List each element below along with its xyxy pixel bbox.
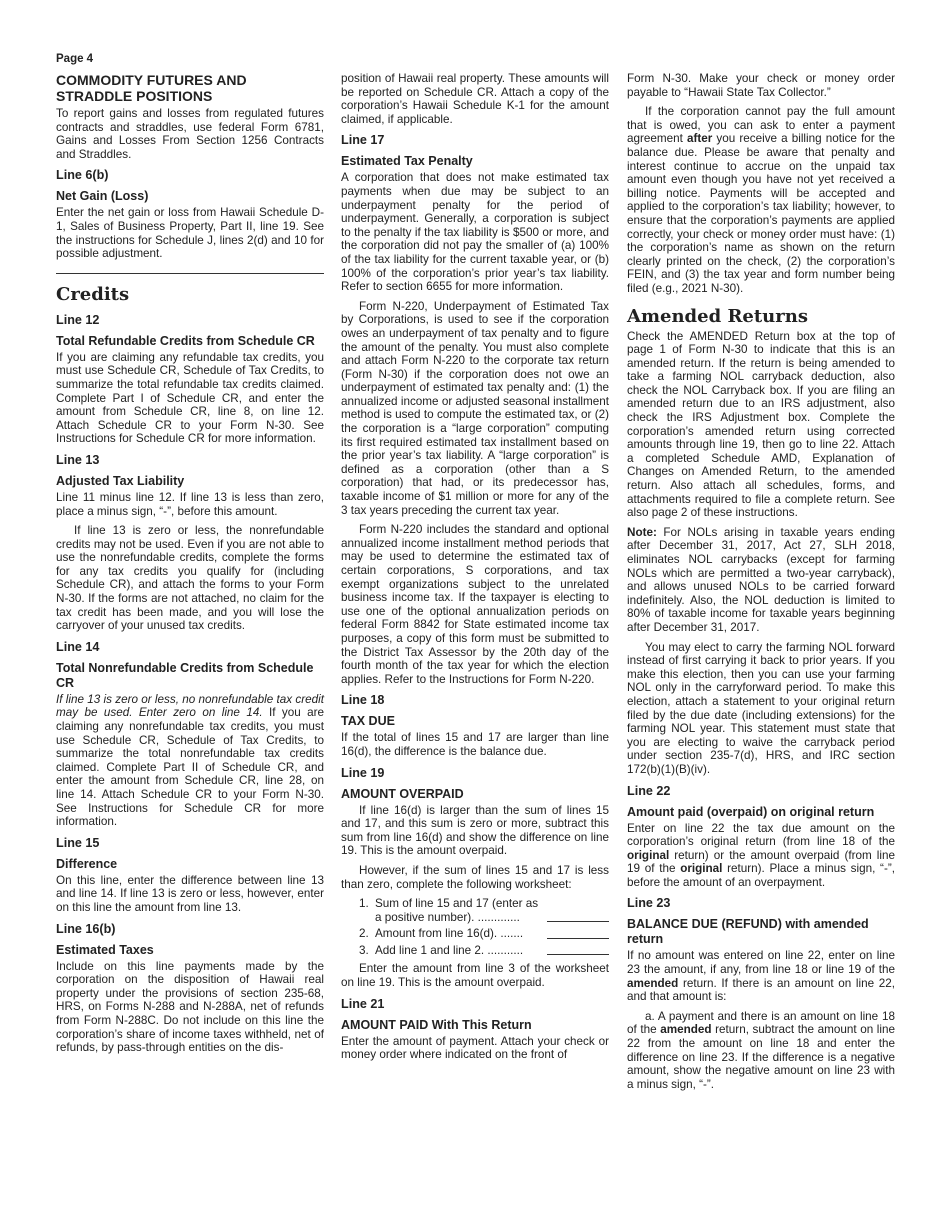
worksheet-row	[359, 927, 609, 941]
line14-subheading: Total Nonrefundable Credits from Schedule CR	[56, 660, 314, 690]
worksheet-entry-line	[547, 938, 609, 939]
line23-text-a: If no amount was entered on line 22, enter on line 23 the amount, if any, from line 18 or line 19 of the	[627, 949, 895, 977]
line22-bold-2: original	[680, 862, 723, 876]
line22-heading: Line 22	[627, 783, 671, 798]
line23a-text-a: a. A payment and there is an amount on line 18 of the	[627, 1009, 895, 1037]
line15-subheading: Difference	[56, 856, 118, 871]
worksheet	[359, 897, 609, 957]
line16b-heading: Line 16(b)	[56, 921, 116, 936]
line18-heading: Line 18	[341, 693, 385, 708]
line15-heading: Line 15	[56, 835, 100, 850]
line21-text: Enter the amount of payment. Attach your check or money order where indicated on the front of	[341, 1034, 609, 1062]
line19-heading: Line 19	[341, 765, 385, 780]
worksheet-row-text: Amount from line 16(d). .......	[375, 927, 524, 941]
line13-subheading: Adjusted Tax Liability	[56, 473, 185, 488]
section-divider	[56, 273, 324, 274]
line17-text-1: A corporation that does not make estimated tax payments when due may be subject to an underpayment penalty for the period of underpayment. Generally, a corporation is subject to the penalty if the tax liability is $500 or more, and the corporation did not pay the smaller of (a) 100% of the tax liability for the current taxable year, or (b) 100% of the corporation’s prior year’s tax liability. Refer to section 6655 for more information.	[341, 171, 609, 294]
line6b-text: Enter the net gain or loss from Hawaii Schedule D-1, Sales of Business Property, Part II, line 19. See the instructions for Schedule J, lines 2(d) and 10 for possible adjustment.	[56, 206, 324, 261]
line14-italic: If line 13 is zero or less, no nonrefundable tax credit may be used. Enter zero on line 14.	[56, 692, 324, 720]
line6b-subheading: Net Gain (Loss)	[56, 189, 149, 204]
line19-subheading: AMOUNT OVERPAID	[341, 786, 464, 801]
line23-subheading: BALANCE DUE (REFUND) with amended return	[627, 917, 869, 947]
nol-note	[627, 526, 895, 635]
line23-text	[627, 949, 895, 1003]
line16b-text: Include on this line payments made by the corporation on the disposition of Hawaii real property under the provisions of section 235-68, HRS, on Forms N-288 and N-288A, net of refunds from Form N-288C. Do not include on this line the corporation’s share of income taxes withheld, net of refunds, by pass-through entities on the dis-	[56, 959, 324, 1055]
worksheet-row	[359, 897, 609, 924]
column-1	[56, 72, 324, 1061]
commodity-heading: COMMODITY FUTURES AND STRADDLE POSITIONS	[56, 72, 247, 104]
line18-subheading: TAX DUE	[341, 714, 395, 729]
worksheet-row-text: Sum of line 15 and 17 (enter as a positive number). .............	[375, 897, 539, 924]
line23-bold: amended	[627, 976, 679, 990]
amended-text: Check the AMENDED Return box at the top of page 1 of Form N-30 to indicate that this is an amended return. If the return is being amended to take a farming NOL carryback deduction, also check the NOL Carryback box. If you are filing an amended return due to an IRS adjustment, also check the IRS Adjustment box. Complete the corporation’s amended return using corrected amounts through line 19, then go to line 22. Attach a completed Schedule AMD, Explanation of Changes on Amended Return, to the amended return. Also attach all schedules, forms, and attachments required to file a complete return. See also page 2 of these instructions.	[627, 329, 895, 520]
worksheet-entry-line	[547, 921, 609, 922]
line17-text-2: Form N-220, Underpayment of Estimated Tax by Corporations, is used to see if the corporation owes an underpayment of tax penalty and to figure the amount of the penalty. You must also complete and attach Form N-220 to the corporate tax return (Form N-30) if the corporation does not owe an underpayment of estimated tax penalty and: (1) the annualized income or adjusted seasonal installment method is used to compute the estimated tax, or (2) the corporation is a “large corporation” computing its first required estimated tax installment based on the prior year’s tax liability. A “large corporation” is defined as a corporation (other than a S corporation) that had, or its predecessor has, taxable income of $1 million or more for any of the 3 tax years preceding the current tax year.	[341, 299, 609, 517]
line6b-heading: Line 6(b)	[56, 168, 109, 183]
worksheet-row-number: 2.	[359, 927, 369, 941]
line15-text: On this line, enter the difference between line 13 and line 14. If line 13 is zero or less, however, enter on this line the amount from line 13.	[56, 873, 324, 914]
note-text: For NOLs arising in taxable years ending after December 31, 2017, Act 27, SLH 2018, eliminates NOL carrybacks (except for farming NOLs which are permitted a two-year carryback), and allows unused NOLs to be carried forward indefinitely. Also, the NOL deduction is limited to 80% of taxable income for taxable years beginning after December 31, 2017.	[627, 525, 895, 634]
worksheet-row-number: 1.	[359, 897, 369, 911]
line13-text-2: If line 13 is zero or less, the nonrefundable credits may not be used. Even if you are not able to use the nonrefundable credits, complete the forms for any tax credits you qualify for (including Schedule CR), and attach the forms to your Form N-30. If the forms are not attached, no claim for the tax credit has been made, and you will lose the carryover of your unused tax credits.	[56, 524, 324, 633]
note-label: Note:	[627, 525, 657, 539]
line22-text-a: Enter on line 22 the tax due amount on the corporation’s original return (from line 18 of the	[627, 821, 895, 849]
payment-text-b: you receive a billing notice for the balance due. Please be aware that penalty and interest continue to accrue on the unpaid tax amount even though you have not yet received a billing notice. Payments will be accepted and applied to the corporation’s tax liability; however, to ensure that the corporation’s payments are applied correctly, your check or money order must have: (1) the corporation’s name as shown on the return clearly printed on the check, (2) the corporation’s FEIN, and (3) the tax year and form number being filed (e.g., 2021 N-30).	[627, 132, 895, 295]
worksheet-row-number: 3.	[359, 943, 369, 957]
line12-text: If you are claiming any refundable tax credits, you must use Schedule CR, Schedule of Tax Credits, to summarize the total refundable tax credits claimed. Complete Part I of Schedule CR, and enter the amount from Schedule CR, line 8, on line 12. Attach Schedule CR to your Form N-30. See Instructions for Schedule CR for more information.	[56, 350, 324, 446]
worksheet-row	[359, 944, 609, 958]
line13-heading: Line 13	[56, 452, 100, 467]
col3-continued-text: Form N-30. Make your check or money order payable to “Hawaii State Tax Collector.”	[627, 72, 895, 99]
line21-subheading: AMOUNT PAID With This Return	[341, 1017, 532, 1032]
line14-heading: Line 14	[56, 639, 100, 654]
farming-nol-text: You may elect to carry the farming NOL forward instead of first carrying it back to prior years. If you make this election, then you can use your farming NOL only in the carryforward period. To make this election, attach a statement to your original return filed by the due date (including extensions) for the farming NOL year. This statement must state that you are electing to waive the carryback period under section 235-7(d), HRS, and IRC section 172(b)(1)(B)(iv).	[627, 640, 895, 776]
line23-heading: Line 23	[627, 896, 671, 911]
line16b-subheading: Estimated Taxes	[56, 942, 154, 957]
line23a-text-c: return, subtract the amount on line 22 from the amount on line 18 and enter the difference on line 23. If the difference is a negative amount, show the negative amount on line 23 with a minus sign, “-”.	[627, 1023, 895, 1091]
line13-text-1: Line 11 minus line 12. If line 13 is less than zero, place a minus sign, “-”, before this amount.	[56, 490, 324, 518]
payment-text-bold: after	[686, 132, 713, 146]
column-3	[627, 72, 895, 1097]
line21-heading: Line 21	[341, 996, 385, 1011]
line19-text-3: Enter the amount from line 3 of the worksheet on line 19. This is the amount overpaid.	[341, 962, 609, 990]
line19-text-1: If line 16(d) is larger than the sum of lines 15 and 17, and this sum is zero or more, subtract this sum from line 16(d) and show the difference on line 19. This is the amount overpaid.	[341, 803, 609, 858]
column-2	[341, 72, 609, 1068]
line23-item-a	[627, 1010, 895, 1092]
payment-agreement-text	[627, 105, 895, 295]
worksheet-entry-line	[547, 954, 609, 955]
line17-heading: Line 17	[341, 133, 385, 148]
line14-text	[56, 693, 324, 829]
line22-bold-1: original	[627, 848, 670, 862]
line17-text-3: Form N-220 includes the standard and optional annualized income installment method periods that may be used to determine the estimated tax of certain corporations, S corporations, and tax exempt organizations subject to the unrelated business income tax. If the taxpayer is electing to use one of the optional annualization periods on federal Form 8842 for State estimated income tax purposes, a copy of this form must be submitted to the District Tax Assessor by the 20th day of the fourth month of the tax year for which the election applies. Refer to the Instructions for Form N-220.	[341, 523, 609, 686]
line22-text	[627, 822, 895, 890]
line14-body: If you are claiming any nonrefundable tax credits, you must use Schedule CR, Schedule of Tax Credits, to summarize the total nonrefundable tax credits claimed. Complete Part II of Schedule CR, and enter the amount from Schedule CR, line 28, on line 14. Attach Schedule CR to your Form N-30. See Instructions for Schedule CR for more information.	[56, 706, 324, 829]
line12-subheading: Total Refundable Credits from Schedule CR	[56, 333, 315, 348]
line22-subheading: Amount paid (overpaid) on original return	[627, 804, 875, 819]
line19-text-2: However, if the sum of lines 15 and 17 is less than zero, complete the following worksheet:	[341, 863, 609, 891]
line23a-bold: amended	[660, 1023, 712, 1037]
credits-heading: Credits	[56, 283, 130, 305]
line18-text: If the total of lines 15 and 17 are larger than line 16(d), the difference is the balance due.	[341, 731, 609, 758]
amended-returns-heading: Amended Returns	[627, 305, 808, 327]
line22-text-c: return) or the amount overpaid (from line 19 of the	[627, 848, 895, 876]
commodity-text: To report gains and losses from regulated futures contracts and straddles, use federal Form 6781, Gains and Losses From Section 1256 Contracts and Straddles.	[56, 107, 324, 161]
line12-heading: Line 12	[56, 312, 100, 327]
col2-continued-text: position of Hawaii real property. These amounts will be reported on Schedule CR. Attach a copy of the corporation’s Hawaii Schedule K-1 for the amount claimed, if applicable.	[341, 72, 609, 126]
line23-text-c: return. If there is an amount on line 22, and that amount is:	[627, 976, 895, 1004]
worksheet-row-text: Add line 1 and line 2. ...........	[375, 943, 524, 957]
payment-text-a: If the corporation cannot pay the full amount that is owed, you can ask to enter a payment agreement	[627, 105, 895, 146]
line22-text-d: return). Place a minus sign, “-”, before the amount of an overpayment.	[627, 862, 895, 889]
line17-subheading: Estimated Tax Penalty	[341, 154, 473, 169]
page-number: Page 4	[56, 53, 94, 65]
